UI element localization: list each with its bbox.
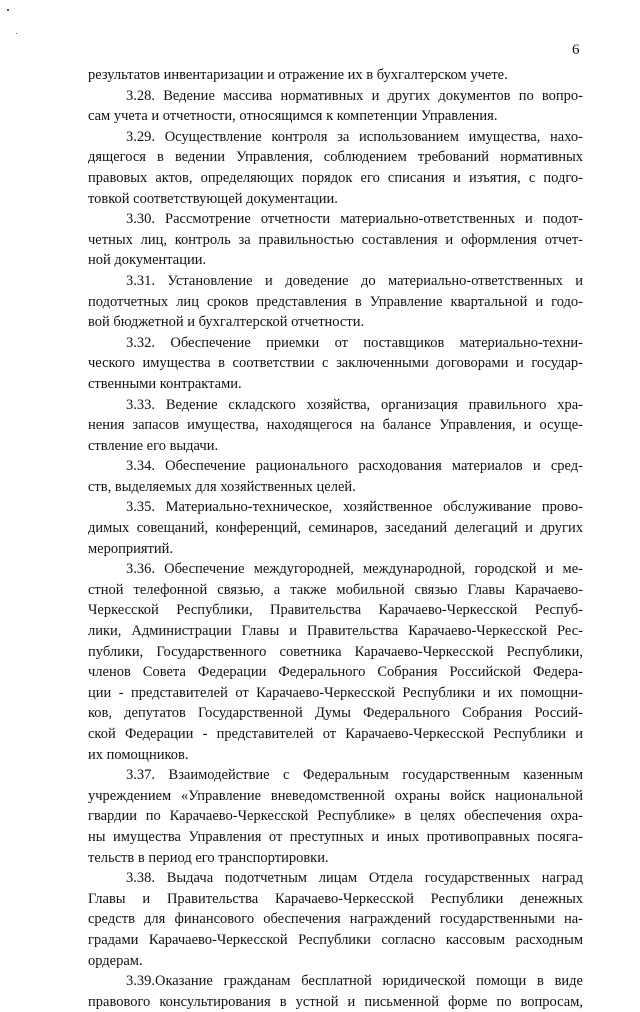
text-line: 3.38. Выдача подотчетным лицам Отдела государственных наград xyxy=(126,870,583,887)
text-line: учреждением «Управление вневедомственной охраны войск национальной xyxy=(88,787,583,804)
text-line: членов Совета Федерации Федерального Собрания Российской Федера- xyxy=(88,664,583,681)
text-line: подотчетных лиц сроков представления в Управление квартальной и годо- xyxy=(88,293,583,310)
text-line: ной документации. xyxy=(88,252,207,269)
text-line: тельств в период его транспортировки. xyxy=(88,849,329,866)
text-line: 3.30. Рассмотрение отчетности материально-ответственных и подот- xyxy=(126,211,583,228)
text-line: результатов инвентаризации и отражение их в бухгалтерском учете. xyxy=(88,67,508,83)
text-line: их помощников. xyxy=(88,746,189,763)
text-line: ордерам. xyxy=(88,952,143,969)
text-line: гвардии по Карачаево-Черкесской Республике» в целях обеспечения охра- xyxy=(88,808,583,825)
text-line: ств, выделяемых для хозяйственных целей. xyxy=(88,478,356,495)
text-line: правовых актов, определяющих порядок его списания и изъятия, с подго- xyxy=(88,169,583,186)
text-line: 3.37. Взаимодействие с Федеральным государственным казенным xyxy=(126,767,583,784)
text-line: ков, депутатов Государственной Думы Федерального Собрания Россий- xyxy=(88,705,583,722)
text-line: сам учета и отчетности, относящимся к компетенции Управления. xyxy=(88,108,498,125)
scan-mark xyxy=(7,9,9,11)
text-line: 3.34. Обеспечение рационального расходования материалов и сред- xyxy=(126,458,583,475)
text-line: 3.28. Ведение массива нормативных и других документов по вопро- xyxy=(126,87,583,104)
text-line: четных лиц, контроль за правильностью составления и оформления отчет- xyxy=(88,231,583,248)
text-line: вой бюджетной и бухгалтерской отчетности. xyxy=(88,314,365,331)
text-line: средств для финансового обеспечения награждений государственными на- xyxy=(88,911,583,928)
text-line: 3.32. Обеспечение приемки от поставщиков материально-техни- xyxy=(126,334,583,351)
text-line: 3.39.Оказание гражданам бесплатной юридической помощи в виде xyxy=(126,973,583,990)
text-line: 3.31. Установление и доведение до материально-ответственных и xyxy=(126,272,583,289)
page-number: 6 xyxy=(572,42,580,58)
text-line: 3.29. Осуществление контроля за использованием имущества, нахо- xyxy=(126,128,583,145)
text-line: Черкесской Республики, Правительства Карачаево-Черкесской Респуб- xyxy=(88,602,583,619)
text-line: градами Карачаево-Черкесской Республики согласно кассовым расходным xyxy=(88,931,583,948)
text-line: ции - представителей от Карачаево-Черкесской Республики и их помощни- xyxy=(88,684,583,701)
document-body xyxy=(88,65,583,1012)
text-line: лики, Администрации Главы и Правительства Карачаево-Черкесской Рес- xyxy=(88,623,583,640)
text-line: правового консультирования в устной и письменной форме по вопросам, xyxy=(88,993,583,1010)
text-line: нения запасов имущества, находящегося на балансе Управления, и осуще- xyxy=(88,417,583,434)
scan-mark xyxy=(16,33,17,34)
text-line: ственными контрактами. xyxy=(88,375,242,392)
text-line: дящегося в ведении Управления, соблюдением требований нормативных xyxy=(88,149,583,166)
text-line: стной телефонной связью, а также мобильной связью Главы Карачаево- xyxy=(88,581,583,598)
text-line: димых совещаний, конференций, семинаров, заседаний делегаций и других xyxy=(88,520,583,537)
text-line: 3.36. Обеспечение междугородней, международной, городской и ме- xyxy=(126,561,583,578)
text-line: публики, Государственного советника Карачаево-Черкесской Республики, xyxy=(88,643,583,660)
text-line: Главы и Правительства Карачаево-Черкесской Республики денежных xyxy=(88,890,583,907)
text-line: ствление его выдачи. xyxy=(88,437,219,454)
text-line: товкой соответствующей документации. xyxy=(88,190,338,207)
text-line: 3.33. Ведение складского хозяйства, организация правильного хра- xyxy=(126,396,583,413)
text-line: ческого имущества в соответствии с заключенными договорами и государ- xyxy=(88,355,583,372)
text-line: 3.35. Материально-техническое, хозяйственное обслуживание прово- xyxy=(126,499,583,516)
text-line: мероприятий. xyxy=(88,540,174,557)
text-line: ны имущества Управления от преступных и иных противоправных посяга- xyxy=(88,828,583,845)
text-line: ской Федерации - представителей от Карачаево-Черкесской Республики и xyxy=(88,726,583,742)
